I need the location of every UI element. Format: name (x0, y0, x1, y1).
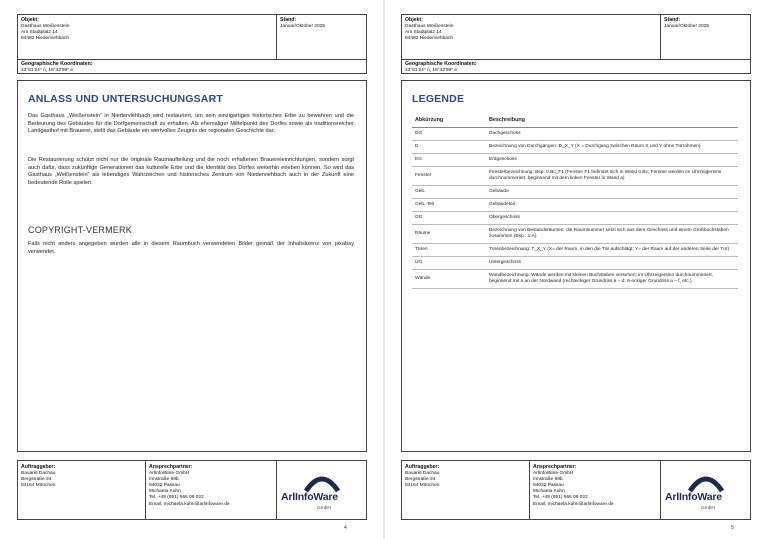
col-header-desc: Beschreibung (486, 113, 738, 128)
legend-abbreviation: Geb.-Teil (412, 199, 486, 212)
legend-description: Erdgeschoss (486, 154, 738, 167)
objekt-line: 94482 Niederviehbach (405, 35, 454, 41)
company-logo (662, 465, 750, 517)
section-heading: ANLASS UND UNTERSUCHUNGSART (28, 93, 223, 105)
paragraph: Die Restaurierung schützt nicht nur die originale Raumaufteilung und die noch erhaltenen Brauereieinrichtungen, sondern sorgt auch dafür, dass zukünftige Generationen das kulturelle Erbe und die Identität des Dorfes weiterhin erleben können. So wird das Gasthaus „Weißenstein“ als lebendiges Wahrzeichen und historisches Zentrum von Niederviehbach auch in der Zukunft eine bedeutende Rolle spielen. (28, 157, 354, 186)
legend-row (412, 141, 738, 154)
legend-description: Dachgeschoss (486, 128, 738, 141)
objekt-block (21, 17, 69, 42)
header-box (17, 14, 367, 74)
legend-row (412, 257, 738, 270)
stand-value: Januar/Oktober 2025 (280, 23, 326, 29)
section-heading: LEGENDE (412, 93, 465, 105)
legend-table (412, 113, 738, 289)
legend-row (412, 154, 738, 167)
objekt-line: Am Stadtplatz 14 (21, 29, 58, 35)
footer-box (401, 460, 751, 520)
legend-abbreviation: D (412, 141, 486, 154)
legend-abbreviation: EG (412, 154, 486, 167)
legend-row (412, 225, 738, 244)
legend-abbreviation: Fenster (412, 167, 486, 186)
legend-abbreviation: DG (412, 128, 486, 141)
legend-abbreviation: Türen (412, 244, 486, 257)
footer-box (17, 460, 367, 520)
ansprech-line: ArlInfoWare GmbH (149, 470, 190, 476)
page-left (0, 0, 383, 539)
legend-header-row (412, 113, 738, 128)
header-box (401, 14, 751, 74)
ansprech-block (533, 464, 614, 508)
stand-label: Stand: (280, 17, 297, 23)
stand-block (664, 17, 709, 30)
legend-description: Wandbezeichnung: Wände werden mit kleinen Buchstaben versehen; im Uhrzeigersinn durchnummeriert, beginnend mit a an der Nordwand (rechteckiger Grundriss a – d; 6-eckiger Grundriss a – f, etc.) (486, 270, 738, 289)
legend-row (412, 212, 738, 225)
auftraggeber-block (21, 464, 55, 489)
stand-value: Januar/Oktober 2025 (664, 23, 710, 29)
ansprech-label: Ansprechpartner: (533, 464, 577, 470)
legend-description: Untergeschoss (486, 257, 738, 270)
legend-abbreviation: Wände (412, 270, 486, 289)
legend-description: Gebäudeteil (486, 199, 738, 212)
legend-description: Türenbezeichnung: T_X_Y (X= der Raum, in den die Tür aufschlägt; Y= der Raum auf der anderen Seite der Tür) (486, 244, 738, 257)
stand-block (280, 17, 325, 30)
ansprech-line: Innstraße 69b (149, 476, 179, 482)
auftraggeber-label: Auftraggeber: (21, 464, 56, 470)
objekt-block (405, 17, 453, 42)
objekt-label: Objekt: (405, 17, 423, 23)
objekt-line: Gasthaus Weißenstein (21, 23, 70, 29)
auftraggeber-line: Bergstraße 34 (405, 476, 436, 482)
objekt-line: Gasthaus Weißenstein (405, 23, 454, 29)
ansprech-block (149, 464, 230, 508)
objekt-line: 94482 Niederviehbach (21, 35, 70, 41)
logo-sub: GmbH (701, 506, 715, 511)
koord-value: 43°61'24'' n, 18°43'99'' e (21, 67, 74, 73)
auftraggeber-label: Auftraggeber: (405, 464, 440, 470)
legend-description: Bezeichnung von Durchgängen: D_X_Y (X = Durchgang zwischen Raum X und Y ohne Türrahmen) (486, 141, 738, 154)
auftraggeber-line: 84164 München (405, 482, 440, 488)
legend-row (412, 199, 738, 212)
koord-block (405, 61, 476, 74)
ansprech-label: Ansprechpartner: (149, 464, 193, 470)
legend-row (412, 244, 738, 257)
ansprech-line: Email: michaela.kuhn@arlinfoware.de (149, 501, 230, 507)
legend-row (412, 186, 738, 199)
bridge-arch-icon (662, 465, 750, 493)
koord-label: Geographische Koordinaten: (21, 61, 93, 67)
legend-abbreviation: Geb. (412, 186, 486, 199)
auftraggeber-line: Bergstraße 34 (21, 476, 52, 482)
legend-abbreviation: OG (412, 212, 486, 225)
koord-value: 43°61'24'' n, 18°43'99'' e (405, 67, 458, 73)
stand-label: Stand: (664, 17, 681, 23)
objekt-line: Am Stadtplatz 14 (405, 29, 442, 35)
ansprech-line: 94032 Passau (533, 482, 564, 488)
ansprech-line: Innstraße 69b (533, 476, 563, 482)
legend-abbreviation: UG (412, 257, 486, 270)
copyright-text: Falls nicht anders angegeben wurden alle in diesem Raumbuch verwendeten Bilder gemäß der Inhaltslizenz von pixabay verwendet. (28, 241, 354, 255)
legend-abbreviation: Räume (412, 225, 486, 244)
company-logo (278, 465, 366, 517)
ansprech-line: Email: michaela.kuhn@arlinfoware.de (533, 501, 614, 507)
legend-description: Obergeschoss (486, 212, 738, 225)
logo-name: ArlInfoWare (665, 491, 722, 503)
legend-description: Fensterbezeichnung: Bsp. 0.Bc_F1 (Fenster F1 befindet sich in Wand 0.Bc; Fenster werden im Uhrzeigersinn durchnummeriert, beginnend mit dem linken Fenster in Wand a) (486, 167, 738, 186)
auftraggeber-block (405, 464, 439, 489)
logo-name: ArlInfoWare (281, 491, 338, 503)
auftraggeber-line: Bauamt Dachau (405, 470, 440, 476)
page-right (385, 0, 768, 539)
legend-row (412, 167, 738, 186)
ansprech-line: 94032 Passau (149, 482, 180, 488)
legend-row (412, 128, 738, 141)
content-box (17, 80, 367, 452)
objekt-label: Objekt: (21, 17, 39, 23)
ansprech-line: Tel. +49 (851) 966 09 022 (149, 495, 204, 501)
koord-label: Geographische Koordinaten: (405, 61, 477, 67)
copyright-heading: COPYRIGHT-VERMERK (28, 225, 132, 235)
page-number: 4 (344, 525, 347, 531)
ansprech-line: Tel. +49 (851) 966 09 022 (533, 495, 588, 501)
auftraggeber-line: 84164 München (21, 482, 56, 488)
legend-description: Gebäude (486, 186, 738, 199)
ansprech-line: Michaela Kuhn (149, 489, 181, 495)
ansprech-line: ArlInfoWare GmbH (533, 470, 574, 476)
page-number: 5 (731, 525, 734, 531)
legend-description: Bezeichnung von Bestandsräumen: die Raumnummer setzt sich aus dem Geschoss und einem Großbuchstaben zusammen (Bsp.: 1.A) (486, 225, 738, 244)
auftraggeber-line: Bauamt Dachau (21, 470, 56, 476)
content-box (401, 80, 751, 452)
ansprech-line: Michaela Kuhn (533, 489, 565, 495)
koord-block (21, 61, 92, 74)
col-header-abk: Abkürzung (412, 113, 486, 128)
logo-sub: GmbH (317, 506, 331, 511)
paragraph: Das Gasthaus „Weißenstein“ in Niederviehbach wird restauriert, um sein einzigartiges historisches Erbe zu bewahren und die Bedeutung des Gebäudes für die Dorfgemeinschaft zu erhalten. Als ehemaliger Mittelpunkt des Dorfes sowie als traditionsreicher Landgasthof mit Brauerei, stellt das Gebäude ein wertvolles Zeugnis der regionalen Geschichte dar. (28, 113, 354, 135)
bridge-arch-icon (278, 465, 366, 493)
legend-row (412, 270, 738, 289)
